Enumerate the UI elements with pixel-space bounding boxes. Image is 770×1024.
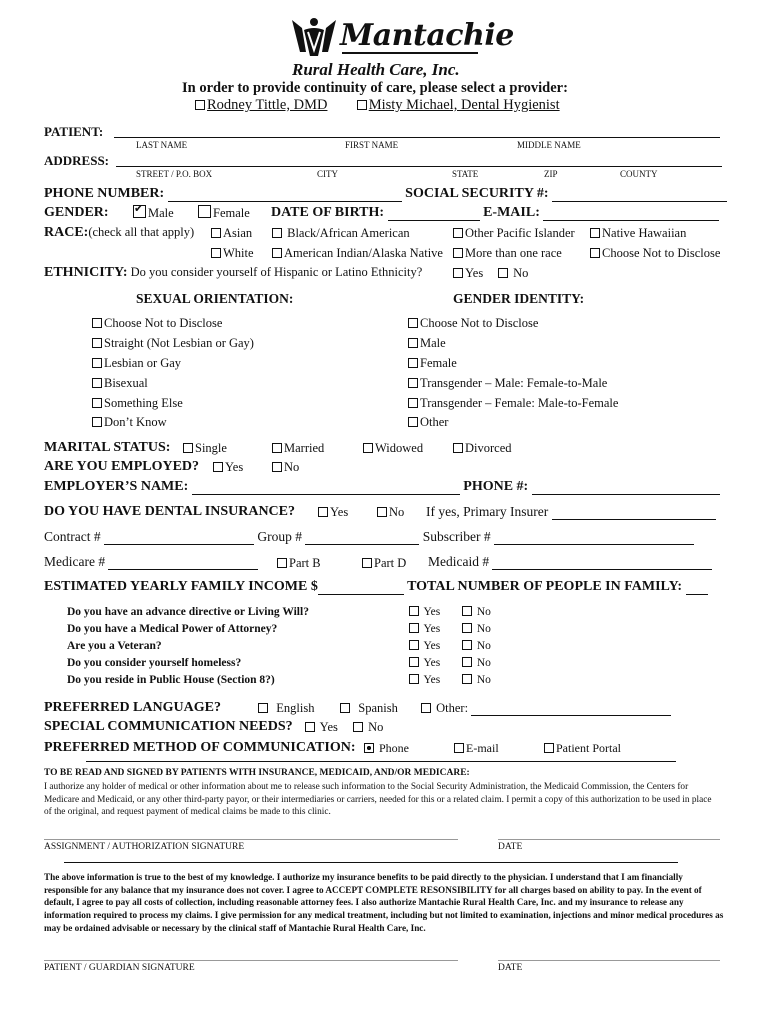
employed-label: ARE YOU EMPLOYED? [44, 459, 200, 474]
phone-field[interactable] [168, 188, 402, 202]
marital-divorced-option[interactable]: Divorced [453, 441, 512, 456]
identity-option[interactable]: Choose Not to Disclose [408, 316, 538, 331]
subscriber-label: Subscriber # [422, 529, 491, 544]
authorization-signature-line[interactable] [44, 839, 458, 840]
checkbox-icon[interactable] [453, 248, 463, 258]
method-email-option[interactable]: E-mail [454, 741, 499, 756]
provider-row [195, 97, 560, 114]
checkbox-icon[interactable] [277, 558, 287, 568]
checkbox-icon[interactable] [92, 417, 102, 427]
checkbox-checked-icon[interactable] [133, 205, 146, 218]
notice-text: I authorize any holder of medical or other information about me to release such information to the Social Security Administration, the Medicaid Commission, the Centers for Medicare and Medicaid, or any other third-party payor, or their intermediaries or carriers, needed for this or a related claim. I permit a copy of this authorization to be used in place of the original, and request payment of medical claims be made to this clinic. [44, 782, 712, 817]
notice-title: TO BE READ AND SIGNED BY PATIENTS WITH INSURANCE, MEDICAID, AND/OR MEDICARE: [44, 768, 470, 778]
sexual-orientation-heading: SEXUAL ORIENTATION: [136, 291, 294, 306]
medicare-label: Medicare # [44, 554, 106, 569]
language-label: PREFERRED LANGUAGE? [44, 700, 221, 715]
language-other-field[interactable] [471, 704, 671, 716]
ethnicity-row [44, 265, 422, 281]
income-label: ESTIMATED YEARLY FAMILY INCOME $ [44, 579, 318, 594]
employer-field[interactable] [192, 481, 460, 495]
first-name-caption: FIRST NAME [345, 140, 399, 150]
checkbox-icon[interactable] [454, 743, 464, 753]
employer-phone-label: PHONE #: [463, 479, 529, 494]
checkbox-icon[interactable] [409, 606, 419, 616]
checkbox-icon[interactable] [544, 743, 554, 753]
intro-text: In order to provide continuity of care, please select a provider: [182, 80, 568, 96]
question-yes-option[interactable]: Yes [409, 640, 440, 652]
gender-male-option[interactable]: ✔ Male [133, 205, 174, 221]
address-label: ADDRESS: [44, 153, 110, 168]
people-label: TOTAL NUMBER OF PEOPLE IN FAMILY: [407, 579, 683, 594]
checkbox-icon[interactable] [272, 462, 282, 472]
checkbox-icon[interactable] [92, 378, 102, 388]
gender-label: GENDER: [44, 205, 109, 220]
checkbox-icon[interactable] [408, 338, 418, 348]
medicare-row [44, 554, 258, 570]
checkbox-icon[interactable] [272, 443, 282, 453]
checkbox-icon[interactable] [272, 228, 282, 238]
checkbox-icon[interactable] [453, 228, 463, 238]
checkbox-icon[interactable] [462, 623, 472, 633]
method-label: PREFERRED METHOD OF COMMUNICATION: [44, 740, 356, 755]
language-other-option[interactable]: Other: [421, 701, 671, 716]
patient-field[interactable] [114, 137, 720, 138]
provider-tittle-option[interactable]: Rodney Tittle, DMD [195, 97, 327, 113]
insurance-yes-option[interactable]: Yes [318, 505, 348, 520]
checkbox-icon[interactable] [409, 657, 419, 667]
provider-michael-option[interactable]: Misty Michael, Dental Hygienist [357, 97, 560, 113]
medicaid-label: Medicaid # [428, 554, 490, 569]
city-caption: CITY [317, 169, 338, 179]
checkbox-icon[interactable] [462, 606, 472, 616]
ethnicity-label: ETHNICITY: [44, 265, 128, 280]
race-option-white[interactable]: White [211, 246, 254, 261]
identity-option[interactable]: Other [408, 415, 448, 430]
part-b-option[interactable]: Part B [277, 556, 321, 571]
checkbox-icon[interactable] [590, 248, 600, 258]
marital-married-option[interactable]: Married [272, 441, 324, 456]
logo-subtitle: Rural Health Care, Inc. [292, 60, 460, 79]
orientation-option[interactable]: Don’t Know [92, 415, 167, 430]
checkbox-icon[interactable] [408, 398, 418, 408]
logo-figures-icon [290, 16, 338, 58]
orientation-option[interactable]: Something Else [92, 396, 183, 411]
question-no-option[interactable]: No [462, 674, 491, 686]
checkbox-icon[interactable] [198, 205, 211, 218]
ssn-field[interactable] [552, 188, 727, 202]
zip-caption: ZIP [544, 169, 558, 179]
checkbox-icon[interactable] [462, 640, 472, 650]
logo [290, 14, 514, 80]
group-label: Group # [257, 529, 302, 544]
checkbox-icon[interactable] [590, 228, 600, 238]
gender-identity-heading: GENDER IDENTITY: [453, 291, 585, 306]
employed-no-option[interactable]: No [272, 460, 299, 475]
checkbox-icon[interactable] [362, 558, 372, 568]
race-option-hawaiian[interactable]: Native Hawaiian [590, 226, 686, 241]
insurance-label: DO YOU HAVE DENTAL INSURANCE? [44, 504, 296, 519]
question-text: Do you have an advance directive or Living Will? [67, 606, 309, 618]
orientation-option[interactable]: Straight (Not Lesbian or Gay) [92, 336, 254, 351]
authorization-signature-caption: ASSIGNMENT / AUTHORIZATION SIGNATURE [44, 842, 245, 852]
checkbox-icon[interactable] [462, 674, 472, 684]
medicare-field[interactable] [108, 556, 258, 570]
race-heading [44, 225, 194, 241]
checkbox-icon[interactable] [92, 318, 102, 328]
checkbox-icon[interactable] [364, 743, 374, 753]
checkbox-icon[interactable] [408, 318, 418, 328]
question-no-option[interactable]: No [462, 657, 491, 669]
race-option-native-american[interactable]: American Indian/Alaska Native [272, 246, 443, 261]
checkbox-icon[interactable] [305, 722, 315, 732]
orientation-option[interactable]: Choose Not to Disclose [92, 316, 222, 331]
identity-option[interactable]: Transgender – Male: Female-to-Male [408, 376, 607, 391]
logo-name: Mantachie [340, 18, 514, 53]
question-text: Do you consider yourself homeless? [67, 657, 242, 669]
marital-single-option[interactable]: Single [183, 441, 227, 456]
phone-label: PHONE NUMBER [44, 186, 160, 201]
orientation-option[interactable]: Bisexual [92, 376, 148, 391]
ethnicity-no-option[interactable]: No [498, 266, 528, 281]
final-agreement-text: The above information is true to the best of my knowledge. I authorize my insurance benefits to be paid directly to the physician. I understand that I am financially responsible for any balance that my insurance does not cover. I agree to ACCEPT COMPLETE RESONSIBILITY for all charges based on ability to pay. In the event of default, I agree to pay all costs of collection, including reasonable attorney fees. I also authorize Mantachie Rural Health Care, Inc. and my insurance to release any information required to process my claims. I give permission for any medical treatment, including but not limited to examination, injections and minor medical procedures as may be ordained advisable or necessary by the clinical staff of Mantachie Rural Health Care, Inc. [44, 872, 724, 933]
dob-label: DATE OF BIRTH: [271, 205, 385, 220]
address-field[interactable] [116, 166, 722, 167]
question-no-option[interactable]: No [462, 606, 491, 618]
race-option-multiple[interactable]: More than one race [453, 246, 562, 261]
authorization-date-caption: DATE [498, 842, 523, 852]
people-field[interactable] [686, 581, 708, 595]
email-label: E-MAIL: [483, 205, 540, 220]
question-no-option[interactable]: No [462, 640, 491, 652]
orientation-option[interactable]: Lesbian or Gay [92, 356, 181, 371]
checkbox-icon[interactable] [195, 100, 205, 110]
marital-widowed-option[interactable]: Widowed [363, 441, 423, 456]
checkbox-icon[interactable] [409, 640, 419, 650]
identity-option[interactable]: Male [408, 336, 446, 351]
last-name-caption: LAST NAME [136, 140, 188, 150]
checkbox-icon[interactable] [453, 443, 463, 453]
method-phone-option[interactable]: Phone [364, 741, 409, 756]
medicaid-field[interactable] [492, 556, 712, 570]
income-row [44, 579, 708, 595]
email-field[interactable] [543, 207, 719, 221]
question-yes-option[interactable]: Yes [409, 623, 440, 635]
language-spanish-option[interactable]: Spanish [340, 701, 398, 716]
checkbox-icon[interactable] [92, 398, 102, 408]
checkbox-icon[interactable] [408, 378, 418, 388]
patient-date-caption: DATE [498, 963, 523, 973]
question-yes-option[interactable]: Yes [409, 606, 440, 618]
employer-row [44, 479, 720, 495]
question-text: Are you a Veteran? [67, 640, 162, 652]
checkbox-icon[interactable] [409, 674, 419, 684]
contract-label: Contract # [44, 529, 101, 544]
identity-option[interactable]: Female [408, 356, 457, 371]
patient-label: PATIENT: [44, 124, 104, 139]
patient-date-line[interactable] [498, 960, 720, 961]
group-field[interactable] [305, 531, 419, 545]
checkbox-icon[interactable] [340, 703, 350, 713]
dob-field[interactable] [388, 207, 480, 221]
question-text: Do you reside in Public House (Section 8?) [67, 674, 275, 686]
ethnicity-yes-option[interactable]: Yes [453, 266, 483, 281]
method-portal-option[interactable]: Patient Portal [544, 741, 621, 756]
medicaid-row [428, 554, 712, 570]
special-needs-label: SPECIAL COMMUNICATION NEEDS? [44, 719, 293, 734]
question-yes-option[interactable]: Yes [409, 674, 440, 686]
question-text: Do you have a Medical Power of Attorney? [67, 623, 278, 635]
state-caption: STATE [452, 169, 479, 179]
checkbox-icon[interactable] [357, 100, 367, 110]
street-caption: STREET / P.O. BOX [136, 169, 213, 179]
middle-name-caption: MIDDLE NAME [517, 140, 581, 150]
divider [86, 761, 676, 762]
race-option-pacific[interactable]: Other Pacific Islander [453, 226, 575, 241]
employed-yes-option[interactable]: Yes [213, 460, 243, 475]
authorization-date-line[interactable] [498, 839, 720, 840]
employer-label: EMPLOYER’S NAME: [44, 479, 189, 494]
employer-phone-field[interactable] [532, 481, 720, 495]
checkbox-icon[interactable] [408, 417, 418, 427]
race-hint: (check all that apply) [88, 225, 195, 239]
checkbox-icon[interactable] [211, 248, 221, 258]
patient-signature-line[interactable] [44, 960, 458, 961]
checkbox-icon[interactable] [92, 358, 102, 368]
checkbox-icon[interactable] [258, 703, 268, 713]
checkbox-icon[interactable] [92, 338, 102, 348]
patient-signature-caption: PATIENT / GUARDIAN SIGNATURE [44, 963, 195, 973]
subscriber-field[interactable] [494, 531, 694, 545]
checkbox-icon[interactable] [211, 228, 221, 238]
marital-label: MARITAL STATUS: [44, 440, 171, 455]
checkbox-icon[interactable] [453, 268, 463, 278]
primary-insurer-field[interactable] [552, 506, 716, 520]
dob-row [271, 205, 719, 221]
income-field[interactable] [318, 581, 404, 595]
checkbox-icon[interactable] [462, 657, 472, 667]
checkbox-icon[interactable] [363, 443, 373, 453]
gender-female-option[interactable]: Female [198, 205, 250, 221]
checkbox-icon[interactable] [213, 462, 223, 472]
special-needs-yes-option[interactable]: Yes [305, 720, 338, 735]
divider [64, 862, 678, 863]
contract-field[interactable] [104, 531, 254, 545]
question-yes-option[interactable]: Yes [409, 657, 440, 669]
checkbox-icon[interactable] [408, 358, 418, 368]
checkbox-icon[interactable] [183, 443, 193, 453]
race-option-black[interactable]: Black/African American [272, 226, 410, 241]
question-no-option[interactable]: No [462, 623, 491, 635]
race-label: RACE: [44, 225, 89, 240]
checkbox-icon[interactable] [377, 507, 387, 517]
insurance-no-option[interactable]: No [377, 505, 404, 520]
contract-row [44, 529, 694, 545]
part-d-option[interactable]: Part D [362, 556, 406, 571]
checkbox-icon[interactable] [353, 722, 363, 732]
checkbox-icon[interactable] [409, 623, 419, 633]
checkbox-icon[interactable] [421, 703, 431, 713]
ssn-label: SOCIAL SECURITY #: [405, 186, 549, 201]
ethnicity-question: Do you consider yourself of Hispanic or Latino Ethnicity? [130, 265, 423, 279]
checkbox-icon[interactable] [498, 268, 508, 278]
identity-option[interactable]: Transgender – Female: Male-to-Female [408, 396, 618, 411]
checkbox-icon[interactable] [318, 507, 328, 517]
race-option-asian[interactable]: Asian [211, 226, 252, 241]
special-needs-no-option[interactable]: No [353, 720, 383, 735]
county-caption: COUNTY [620, 169, 658, 179]
primary-insurer-row [426, 504, 716, 520]
primary-insurer-label: If yes, Primary Insurer [426, 504, 549, 519]
race-option-not-disclose[interactable]: Choose Not to Disclose [590, 246, 720, 261]
checkbox-icon[interactable] [272, 248, 282, 258]
phone-row: PHONE NUMBER: SOCIAL SECURITY #: [44, 186, 727, 202]
language-english-option[interactable]: English [258, 701, 314, 716]
